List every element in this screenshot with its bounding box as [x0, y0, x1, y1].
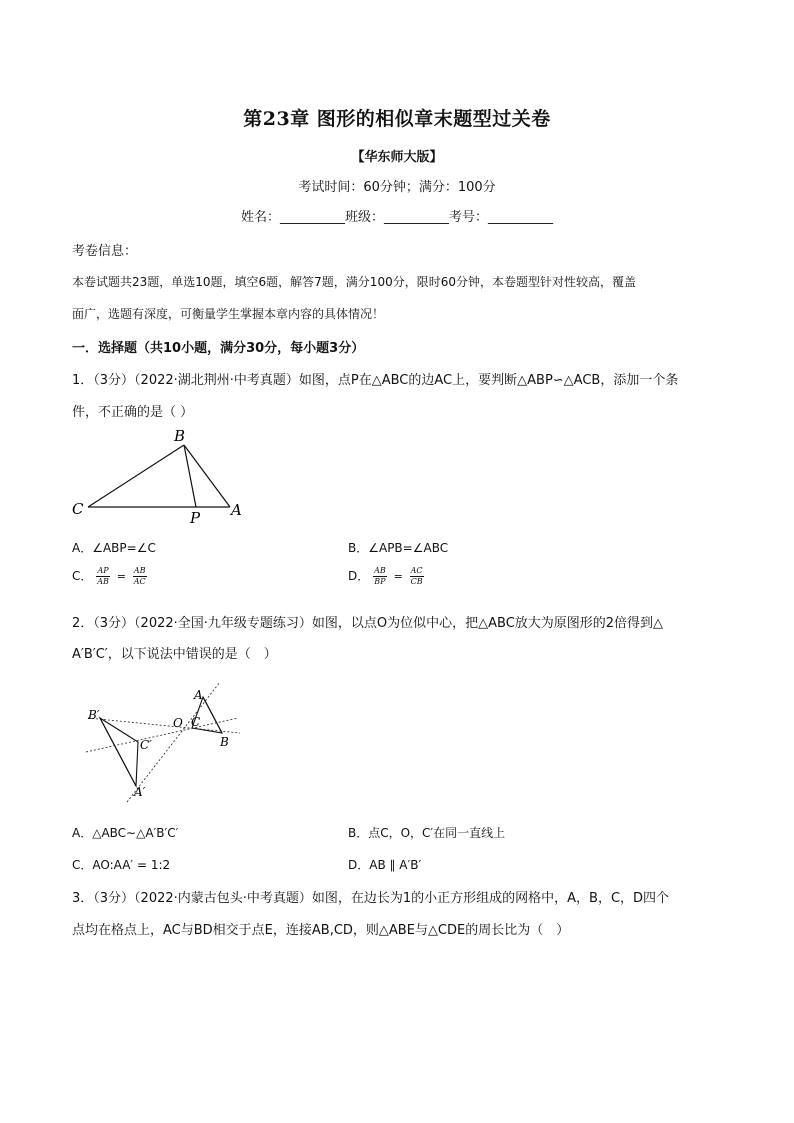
info-heading: 考卷信息： — [72, 244, 138, 259]
q2-option-d: D．AB ∥ A′B′ — [348, 858, 422, 872]
q1-option-d-fraction-2: $\frac{AC}{CB}$ — [410, 566, 423, 586]
q2-label-c: C — [191, 715, 201, 729]
q1-triangle-figure — [66, 425, 256, 530]
page-title: 第23章 图形的相似章末题型过关卷 — [243, 108, 551, 130]
student-fields: 姓名：__________班级：__________考号：__________ — [240, 210, 553, 225]
q1-option-c — [72, 566, 147, 587]
q1-option-d — [348, 566, 424, 587]
q1-label-a: A — [231, 501, 242, 519]
q2-option-b: B．点C，O，C′在同一直线上 — [348, 826, 506, 840]
q1-option-c-fraction-2: $\frac{AB}{AC}$ — [133, 566, 146, 586]
q1-option-c-label: C． — [72, 569, 93, 583]
q1-label-c: C — [72, 500, 84, 518]
exam-info: 考试时间：60分钟；满分：100分 — [298, 180, 496, 195]
q1-option-b: B．∠APB=∠ABC — [348, 541, 449, 555]
q1-option-c-equals: = — [116, 570, 126, 583]
q2-label-b-prime: B′ — [88, 708, 100, 722]
q1-label-b: B — [174, 427, 186, 445]
q2-label-a: A — [194, 688, 203, 702]
q2-stem-line-1: 2．（3分）（2022·全国·九年级专题练习）如图，以点O为位似中心，把△ABC放大为原图形的2倍得到△ — [72, 616, 664, 631]
q3-stem-line-2: 点均在格点上，AC与BD相交于点E，连接AB,CD，则△ABE与△CDE的周长比为（ ） — [72, 923, 570, 938]
edition-label: 【华东师大版】 — [351, 150, 443, 165]
q1-option-c-fraction-1: $\frac{AP}{AB}$ — [97, 566, 109, 586]
q3-stem-line-1: 3．（3分）（2022·内蒙古包头·中考真题）如图，在边长为1的小正方形组成的网格中，A，B，C，D四个 — [72, 891, 670, 906]
q2-option-a: A．△ABC∼△A′B′C′ — [72, 826, 179, 840]
q2-label-o: O — [173, 716, 183, 730]
info-line-1: 本卷试题共23题，单选10题，填空6题，解答7题，满分100分，限时60分钟，本卷题型针对性较高，覆盖 — [72, 275, 636, 289]
section-heading: 一．选择题（共10小题，满分30分，每小题3分） — [72, 341, 365, 356]
q1-label-p: P — [190, 509, 201, 527]
q2-option-c: C．AO:AA′ = 1:2 — [72, 858, 171, 872]
q1-stem-line-2: 件，不正确的是（ ） — [72, 405, 194, 420]
q2-label-b: B — [220, 735, 229, 749]
q1-stem-line-1: 1．（3分）（2022·湖北荆州·中考真题）如图，点P在△ABC的边AC上，要判断△ABP∽△ACB，添加一个条 — [72, 373, 679, 388]
q1-option-a: A．∠ABP=∠C — [72, 541, 156, 555]
q2-stem-line-2: A′B′C′，以下说法中错误的是（ ） — [72, 647, 277, 662]
q1-option-d-equals: = — [393, 570, 403, 583]
q1-option-d-fraction-1: $\frac{AB}{BP}$ — [374, 566, 386, 586]
q2-label-c-prime: C′ — [140, 738, 152, 752]
q2-label-a-prime: A′ — [134, 785, 146, 799]
q1-option-d-label: D． — [348, 569, 370, 583]
q2-homothety-figure — [72, 680, 252, 805]
info-line-2: 面广，选题有深度，可衡量学生掌握本章内容的具体情况！ — [72, 307, 385, 321]
